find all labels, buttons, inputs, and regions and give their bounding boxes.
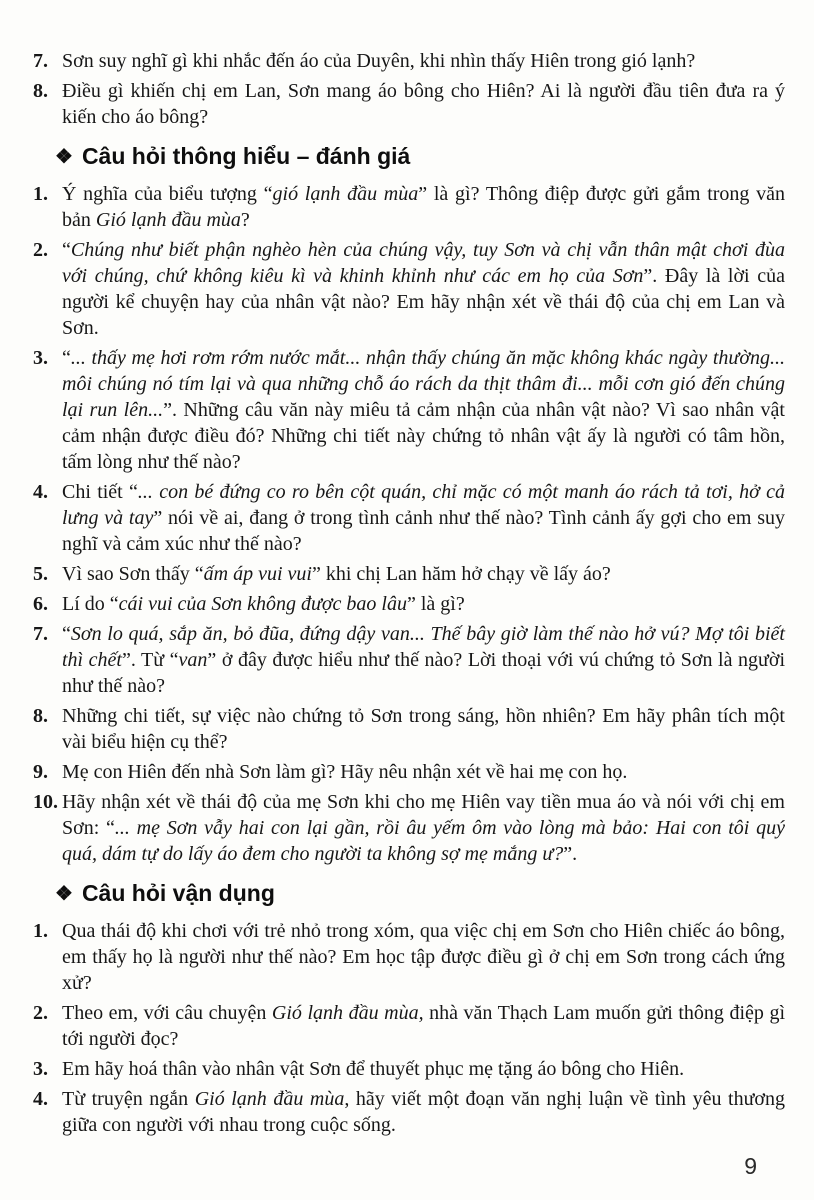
question-number: 6. <box>33 593 48 615</box>
question-item <box>33 561 785 587</box>
question-phrase: ”. Từ “ <box>121 649 179 671</box>
question-item <box>33 1000 785 1052</box>
question-phrase: ? <box>240 209 250 231</box>
quoted-excerpt: ... mẹ Sơn vẫy hai con lại gần, rồi âu yếm ôm vào lòng mà bảo: Hai con tôi quý quá, dám tự do lấy áo đem cho người ta không sợ mẹ mắng ư? <box>62 817 785 865</box>
quoted-excerpt: Gió lạnh đầu mùa, <box>271 1002 424 1024</box>
question-number: 3. <box>33 347 48 369</box>
question-phrase: Sơn suy nghĩ gì khi nhắc đến áo của Duyên, khi nhìn thấy Hiên trong gió lạnh? <box>62 50 696 72</box>
question-text <box>62 183 785 231</box>
question-item <box>33 1086 785 1138</box>
question-phrase: Vì sao Sơn thấy “ <box>62 563 204 585</box>
question-number: 2. <box>33 1002 48 1024</box>
question-item <box>33 345 785 475</box>
question-phrase: Ý nghĩa của biểu tượng “ <box>62 183 273 205</box>
question-number: 1. <box>33 183 48 205</box>
question-text <box>62 705 785 753</box>
question-number: 7. <box>33 623 48 645</box>
quoted-excerpt: Chúng như biết phận nghèo hèn của chúng vậy, tuy Sơn và chị vẫn thân mật chơi đùa với chúng, chứ không kiêu kì và khinh khỉnh như các em họ của Sơn <box>62 239 785 287</box>
question-phrase: “ <box>62 623 71 645</box>
question-text <box>62 1002 785 1050</box>
question-item <box>33 703 785 755</box>
diamond-icon: ❖ <box>55 883 73 905</box>
question-phrase: ” là gì? Thông điệp được gửi gắm trong văn bản <box>62 183 786 231</box>
question-phrase: ” ở đây được hiểu như thế nào? Lời thoại với vú chứng tỏ Sơn là người như thế nào? <box>62 649 785 697</box>
question-item <box>33 237 785 341</box>
question-text <box>62 761 627 783</box>
question-phrase: ”. Những câu văn này miêu tả cảm nhận của nhân vật nào? Vì sao nhân vật cảm nhận được điều đó? Những chi tiết này chứng tỏ nhân vật ấy là người có tâm hồn, tấm lòng như thế nào? <box>62 399 785 473</box>
quoted-excerpt: ấm áp vui vui <box>203 563 312 585</box>
quoted-excerpt: gió lạnh đầu mùa <box>272 183 419 205</box>
question-phrase: Hãy nhận xét về thái độ của mẹ Sơn khi cho mẹ Hiên vay tiền mua áo và nói với chị em Sơn: “ <box>62 791 785 839</box>
question-text <box>62 1088 785 1136</box>
question-phrase: ” nói về ai, đang ở trong tình cảnh như thế nào? Tình cảnh ấy gợi cho em suy nghĩ và cảm xúc như thế nào? <box>62 507 785 555</box>
question-number: 7. <box>33 50 48 72</box>
section-heading-text: Câu hỏi thông hiểu – đánh giá <box>81 143 411 169</box>
question-text <box>62 593 465 615</box>
quoted-excerpt: cái vui của Sơn không được bao lâu <box>118 593 407 615</box>
question-number: 8. <box>33 80 48 102</box>
question-phrase: Từ truyện ngắn <box>62 1088 195 1110</box>
question-number: 2. <box>33 239 48 261</box>
question-phrase: Theo em, với câu chuyện <box>62 1002 272 1024</box>
question-item <box>33 918 785 996</box>
quoted-excerpt: Gió lạnh đầu mùa <box>194 1088 345 1110</box>
question-item <box>33 48 785 74</box>
question-number: 5. <box>33 563 48 585</box>
question-phrase: ”. <box>563 843 578 865</box>
question-phrase: ” là gì? <box>406 593 465 615</box>
question-text <box>62 791 785 865</box>
quoted-excerpt: van <box>178 649 208 671</box>
question-phrase: Điều gì khiến chị em Lan, Sơn mang áo bông cho Hiên? Ai là người đầu tiên đưa ra ý kiến cho áo bông? <box>62 80 785 128</box>
quoted-excerpt: ... thấy mẹ hơi rơm rớm nước mắt... nhận thấy chúng ăn mặc không khác ngày thường... môi chúng nó tím lại và qua những chỗ áo rách da thịt thâm đi... mỗi cơn gió đến chúng lại run lên... <box>62 347 785 421</box>
questions-recall-continued <box>33 48 785 130</box>
question-text <box>62 50 695 72</box>
section-heading-text: Câu hỏi vận dụng <box>81 880 275 906</box>
question-item <box>33 621 785 699</box>
question-phrase: Em hãy hoá thân vào nhân vật Sơn để thuyết phục mẹ tặng áo bông cho Hiên. <box>62 1058 685 1080</box>
question-phrase: nhà văn Thạch Lam muốn gửi thông điệp gì tới người đọc? <box>62 1002 786 1050</box>
page-number: 9 <box>744 1153 757 1179</box>
question-text <box>62 481 785 555</box>
question-text <box>62 920 785 994</box>
quoted-excerpt: Sơn lo quá, sắp ăn, bỏ đũa, đứng dậy van... Thế bây giờ làm thế nào hở vú? Mợ tôi biết thì chết <box>62 623 785 671</box>
question-text <box>62 623 785 697</box>
question-phrase: Mẹ con Hiên đến nhà Sơn làm gì? Hãy nêu nhận xét về hai mẹ con họ. <box>62 761 628 783</box>
quoted-excerpt: ... con bé đứng co ro bên cột quán, chỉ mặc có một manh áo rách tả tơi, hở cả lưng và tay <box>62 481 785 529</box>
question-number: 9. <box>33 761 48 783</box>
question-text <box>62 239 785 339</box>
question-item <box>33 1056 785 1082</box>
question-item <box>33 78 785 130</box>
heading-comprehension <box>55 142 785 171</box>
questions-application <box>33 918 785 1138</box>
question-text <box>62 563 611 585</box>
question-phrase: “ <box>62 347 71 369</box>
question-item <box>33 789 785 867</box>
quoted-excerpt: Gió lạnh đầu mùa <box>95 209 241 231</box>
question-item <box>33 479 785 557</box>
question-number: 3. <box>33 1058 48 1080</box>
question-text <box>62 80 785 128</box>
question-phrase: Chi tiết “ <box>62 481 138 503</box>
diamond-icon: ❖ <box>55 146 73 168</box>
question-number: 1. <box>33 920 48 942</box>
question-item <box>33 759 785 785</box>
question-phrase: Những chi tiết, sự việc nào chứng tỏ Sơn trong sáng, hồn nhiên? Em hãy phân tích một vài biểu hiện cụ thể? <box>62 705 785 753</box>
question-item <box>33 181 785 233</box>
question-phrase: ”. Đây là lời của người kể chuyện hay của nhân vật nào? Em hãy nhận xét về thái độ của chị em Lan và Sơn. <box>62 265 785 339</box>
page-content <box>33 48 785 1142</box>
question-phrase: , hãy viết một đoạn văn nghị luận về tình yêu thương giữa con người với nhau trong cuộc sống. <box>62 1088 786 1136</box>
question-phrase: “ <box>62 239 71 261</box>
question-number: 4. <box>33 481 48 503</box>
question-item <box>33 591 785 617</box>
heading-application <box>55 879 785 908</box>
question-text <box>62 347 785 473</box>
question-text <box>62 1058 684 1080</box>
questions-comprehension <box>33 181 785 867</box>
question-number: 8. <box>33 705 48 727</box>
question-phrase: Lí do “ <box>62 593 119 615</box>
question-number: 4. <box>33 1088 48 1110</box>
question-phrase: ” khi chị Lan hăm hở chạy về lấy áo? <box>311 563 611 585</box>
question-number: 10. <box>33 791 58 813</box>
question-phrase: Qua thái độ khi chơi với trẻ nhỏ trong xóm, qua việc chị em Sơn cho Hiên chiếc áo bông, em thấy họ là người như thế nào? Em học tập được điều gì ở chị em Sơn trong cách ứng xử? <box>62 920 785 994</box>
